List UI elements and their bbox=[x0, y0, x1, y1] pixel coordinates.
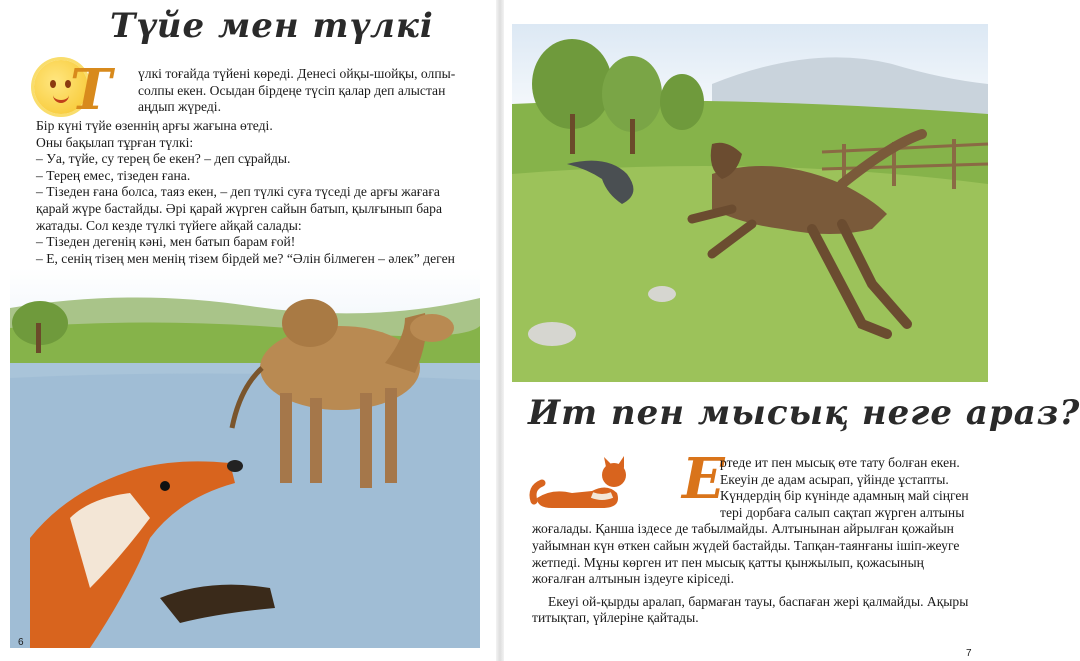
paragraph: Бір күні түйе өзеннің арғы жағына өтеді. bbox=[36, 118, 273, 133]
paragraph: Екеуі ой-қырды аралап, бармаған тауы, баспаған жері қалмайды. Ақыры титықтап, үйлеріне қайтады. bbox=[532, 593, 969, 626]
paragraph: ртеде ит пен мысық өте тату болған екен. Екеуін де адам асырап, үйінде ұстапты. Күндердің бір күнінде адамның май сіңген тері дорбаға салып сақтап жүрген алтыны жоғалады. Қанша іздесе де табылмайды. Алтынынан айрылған қожайын уайымнан күн өткен сайын жүдей бастайды. Тапқан-таянғаны ішіп-жеуге жетпеді. Мұны көрген ит пен мысық қатты қынжылып, қожасының жоғалған алтынын іздеуге кіріседі. bbox=[532, 455, 969, 587]
camel-and-fox-illustration bbox=[10, 268, 480, 648]
dialogue-line: – Уа, түйе, су терең бе екен? – деп сұрайды. bbox=[36, 151, 291, 167]
paragraph: үлкі тоғайда түйені көреді. Денесі ойқы-шойқы, олпы-солпы екен. Осыдан бірдеңе түсіп қалар деп алыстан аңдып жүреді. bbox=[138, 66, 456, 115]
story-title-camel-fox: Түйе мен түлкі bbox=[110, 6, 434, 46]
right-page bbox=[504, 0, 1080, 661]
paragraph: Оны бақылап тұрған түлкі: bbox=[36, 134, 194, 150]
dialogue-line: – Тізеден дегенің кәні, мен батып барам ғой! bbox=[36, 234, 296, 250]
dialogue-line: – Тізеден ғана болса, таяз екен, – деп түлкі суға түседі де арғы жағаға қарай жүре бастайды. Әрі қарай жүрген сайын батып, қылғынып бара жатады. Сол кезде түлкі түйеге айқай салады: bbox=[36, 184, 442, 233]
dog-and-lizard-illustration bbox=[512, 24, 988, 382]
drop-cap-letter: Т bbox=[70, 57, 112, 123]
story-text-dog-cat bbox=[532, 446, 978, 627]
page-number: 7 bbox=[966, 648, 972, 659]
left-page bbox=[0, 0, 496, 661]
dialogue-line: – Е, сенің тізең мен менің тізем бірдей ме? “Әлін білмеген – әлек” деген bbox=[36, 250, 455, 266]
story-title-dog-cat: Ит пен мысық неге араз? bbox=[528, 393, 1080, 433]
dialogue-line: – Терең емес, тізеден ғана. bbox=[36, 167, 191, 183]
book-gutter bbox=[496, 0, 504, 661]
drop-cap-letter: Е bbox=[682, 446, 725, 512]
page-number: 6 bbox=[18, 637, 24, 648]
story-text-camel-fox bbox=[36, 57, 464, 284]
